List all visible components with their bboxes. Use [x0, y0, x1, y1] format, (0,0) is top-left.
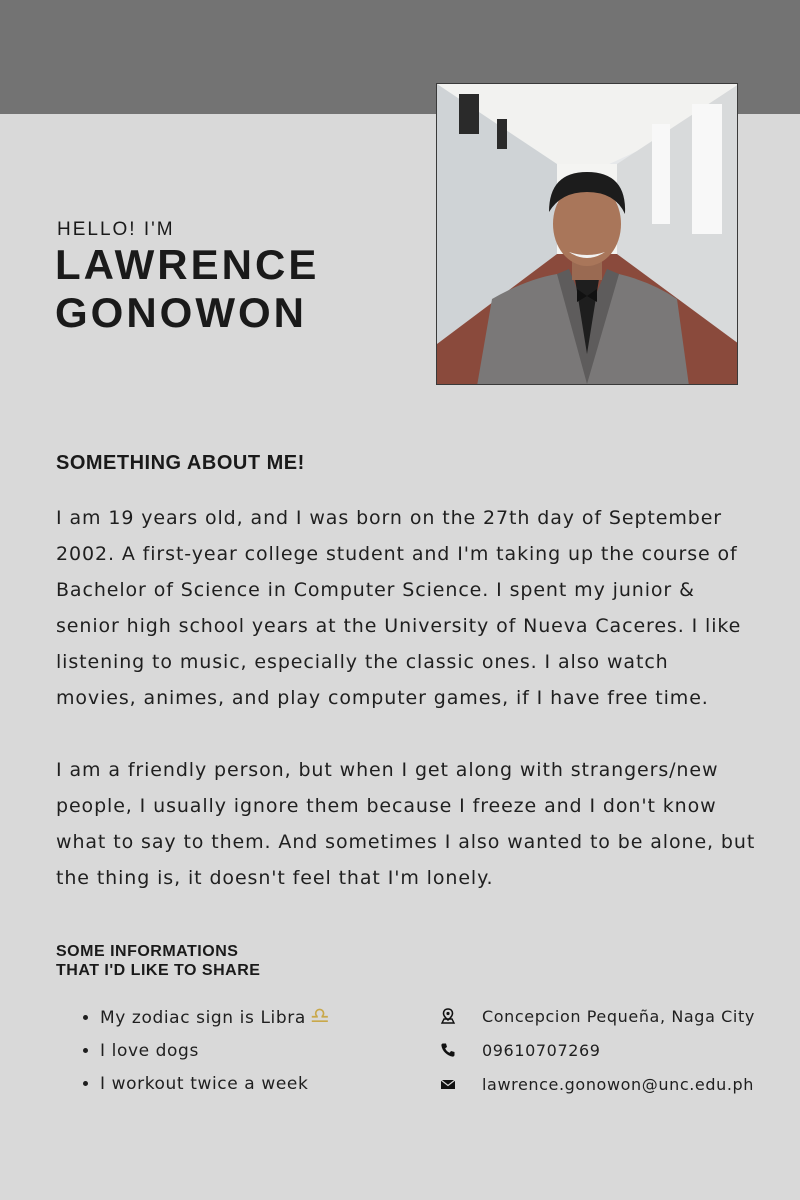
info-heading-line: THAT I'D LIKE TO SHARE	[56, 962, 261, 979]
info-heading-line: SOME INFORMATIONS	[56, 943, 239, 960]
page-title: LAWRENCE GONOWON	[55, 241, 320, 336]
envelope-icon	[440, 1076, 456, 1092]
profile-photo	[436, 83, 738, 385]
contact-text: Concepcion Pequeña, Naga City	[482, 1006, 755, 1026]
contact-text: 09610707269	[482, 1040, 601, 1060]
contact-location	[440, 999, 760, 1033]
list-item	[100, 1068, 330, 1101]
fact-text: My zodiac sign is Libra	[100, 1008, 306, 1028]
portrait-photo-icon	[437, 84, 738, 385]
libra-icon: ♎	[309, 1004, 331, 1029]
greeting-text: HELLO! I'M	[57, 219, 175, 240]
fact-text: I workout twice a week	[100, 1074, 309, 1094]
info-heading	[56, 942, 356, 980]
about-heading: SOMETHING ABOUT ME!	[56, 452, 305, 474]
facts-list	[80, 1000, 330, 1101]
phone-icon	[440, 1042, 456, 1058]
list-item	[100, 1000, 330, 1035]
contact-email	[440, 1067, 760, 1101]
about-paragraph: I am a friendly person, but when I get along with strangers/new people, I usually ignore them because I freeze and I don't know what to say to them. And sometimes I also wanted to be alone, but the thing is, it doesn't feel that I'm lonely.	[56, 759, 756, 889]
contact-list	[440, 999, 760, 1101]
about-paragraph: I am 19 years old, and I was born on the 27th day of September 2002. A first-year college student and I'm taking up the course of Bachelor of Science in Computer Science. I spent my junior & senior high school years at the University of Nueva Caceres. I like listening to music, especially the classic ones. I also watch movies, animes, and play computer games, if I have free time.	[56, 507, 742, 709]
list-item	[100, 1035, 330, 1068]
contact-phone	[440, 1033, 760, 1067]
contact-text: lawrence.gonowon@unc.edu.ph	[482, 1074, 755, 1094]
location-pin-icon	[440, 1008, 456, 1024]
fact-text: I love dogs	[100, 1041, 199, 1061]
about-section	[56, 500, 756, 932]
